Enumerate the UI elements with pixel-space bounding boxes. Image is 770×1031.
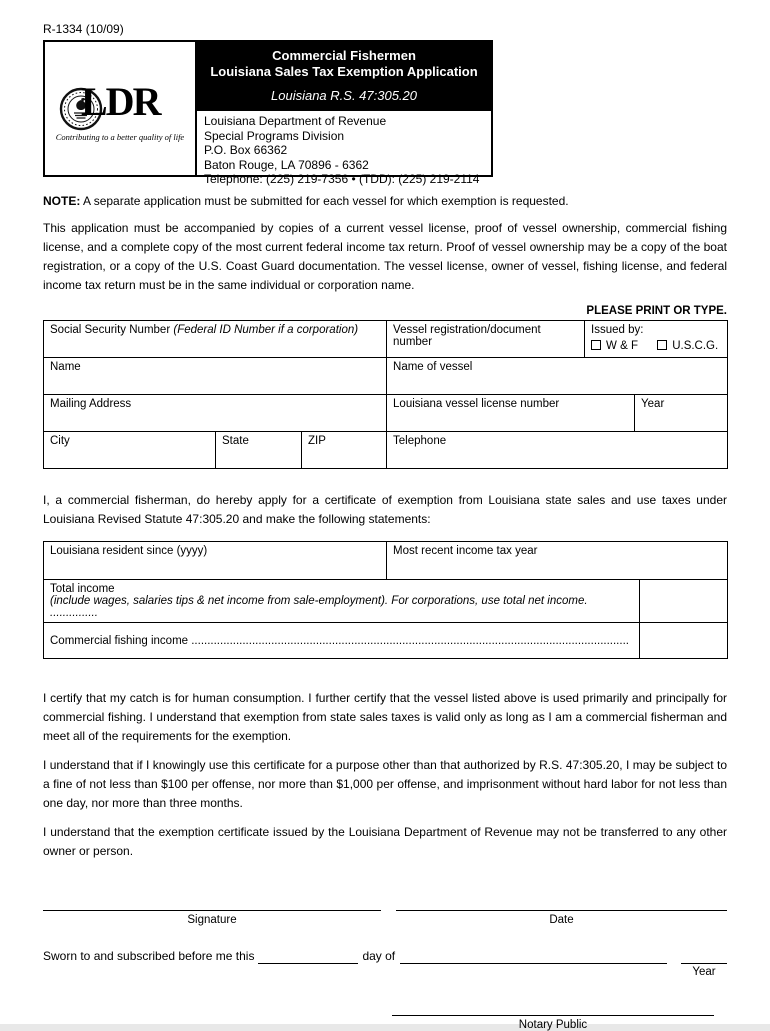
total-income-note: (include wages, salaries tips & net income from sale-employment). For corporations, use total net income. ............... xyxy=(50,595,588,619)
name-field[interactable] xyxy=(44,358,387,395)
agency-address xyxy=(197,111,491,190)
ldr-logo xyxy=(45,42,195,175)
vessel-registration-label: Vessel registration/document number xyxy=(393,324,541,348)
state-label: State xyxy=(222,435,249,447)
vessel-name-label: Name of vessel xyxy=(393,361,473,373)
form-title-line1: Commercial Fishermen xyxy=(272,48,416,63)
vessel-registration-field[interactable] xyxy=(387,321,585,358)
total-income-labels xyxy=(44,580,640,623)
mailing-address-label: Mailing Address xyxy=(50,398,132,410)
telephone-label: Telephone xyxy=(393,435,447,447)
sworn-day-line[interactable] xyxy=(258,950,358,964)
ssn-label-paren: (Federal ID Number if a corporation) xyxy=(173,324,359,336)
ldr-acronym: LDR xyxy=(81,79,160,124)
applicant-vessel-table xyxy=(43,320,728,469)
fishing-income-amount-field[interactable] xyxy=(640,623,728,659)
certification-paragraph-2: I understand that if I knowingly use this certificate for a purpose other than that authorized by R.S. 47:305.20, I may be subject to a fine of not less than $100 per offense, nor more than $1,000 per offense, and imprisonment without hard labor for not less than one day, nor more than three months. xyxy=(43,758,727,810)
address-line: Special Programs Division xyxy=(204,128,345,143)
sworn-year-line[interactable] xyxy=(681,950,727,964)
total-income-label: Total income xyxy=(50,583,115,595)
ssn-label: Social Security Number xyxy=(50,324,174,336)
vessel-name-field[interactable] xyxy=(387,358,728,395)
date-line[interactable] xyxy=(396,897,727,911)
form-header-box xyxy=(43,40,493,186)
date-label: Date xyxy=(549,914,574,926)
sworn-text: Sworn to and subscribed before me this xyxy=(43,949,255,963)
wf-checkbox-icon[interactable] xyxy=(591,340,601,350)
fishing-income-labels xyxy=(44,623,640,659)
license-number-label: Louisiana vessel license number xyxy=(393,398,560,410)
recent-tax-year-field[interactable] xyxy=(387,542,728,580)
uscg-checkbox-icon[interactable] xyxy=(657,340,667,350)
certification-paragraph-3: I understand that the exemption certificate issued by the Louisiana Department of Revenue may not be transferred to any other owner or person. xyxy=(43,825,727,858)
note-paragraph xyxy=(43,194,727,208)
issued-by-label: Issued by: xyxy=(591,324,644,336)
address-line: Telephone: (225) 219-7356 • (TDD): (225) 219-2114 xyxy=(204,172,480,186)
header-right xyxy=(195,42,491,186)
mailing-address-field[interactable] xyxy=(44,395,387,432)
resident-since-field[interactable] xyxy=(44,542,387,580)
form-number: R-1334 (10/09) xyxy=(43,22,124,36)
ssn-field[interactable] xyxy=(44,321,387,358)
zip-label: ZIP xyxy=(308,435,326,447)
income-table xyxy=(43,541,728,659)
state-field[interactable] xyxy=(216,432,302,469)
address-line: Louisiana Department of Revenue xyxy=(204,114,387,128)
form-title-line2: Louisiana Sales Tax Exemption Application xyxy=(210,64,478,79)
name-label: Name xyxy=(50,361,81,373)
sworn-statement-row xyxy=(43,948,727,964)
license-year-label: Year xyxy=(641,398,665,410)
signature-date-row xyxy=(43,897,727,926)
sworn-month-line[interactable] xyxy=(400,950,667,964)
title-banner xyxy=(197,42,491,111)
resident-since-label: Louisiana resident since (yyyy) xyxy=(50,545,208,557)
year-label: Year xyxy=(692,966,716,978)
ldr-tagline: Contributing to a better quality of life xyxy=(55,132,185,142)
notary-block xyxy=(392,1002,714,1031)
address-line: P.O. Box 66362 xyxy=(204,143,288,157)
application-statement: I, a commercial fisherman, do hereby apply for a certificate of exemption from Louisiana state sales and use taxes under Louisiana Revised Statute 47:305.20 and make the following statements: xyxy=(43,493,727,526)
form-statute: Louisiana R.S. 47:305.20 xyxy=(271,88,417,103)
certification-paragraph-1: I certify that my catch is for human consumption. I further certify that the vessel listed above is used primarily and principally for commercial fishing. I understand that exemption from state sales taxes is valid only as long as I am a commercial fisherman and meet all of the requirements for the exemption. xyxy=(43,691,727,743)
print-or-type-label: PLEASE PRINT OR TYPE. xyxy=(586,305,727,317)
city-label: City xyxy=(50,435,70,447)
day-of-text: day of xyxy=(362,949,396,963)
signature-line[interactable] xyxy=(43,897,381,911)
notary-label: Notary Public xyxy=(518,1019,588,1031)
note-text: A separate application must be submitted for each vessel for which exemption is requested. xyxy=(80,194,569,208)
issued-by-field xyxy=(585,321,728,358)
total-income-amount-field[interactable] xyxy=(640,580,728,623)
issued-by-uscg-option[interactable] xyxy=(657,340,718,352)
zip-field[interactable] xyxy=(302,432,387,469)
fishing-income-label: Commercial fishing income ......................................................................................................................................... xyxy=(50,634,629,647)
city-field[interactable] xyxy=(44,432,216,469)
wf-checkbox-label: W & F xyxy=(606,340,638,352)
license-number-field[interactable] xyxy=(387,395,635,432)
note-label: NOTE: xyxy=(43,194,81,208)
recent-tax-year-label: Most recent income tax year xyxy=(393,545,538,557)
signature-label: Signature xyxy=(187,914,237,926)
notary-line[interactable] xyxy=(392,1002,714,1016)
intro-paragraph: This application must be accompanied by copies of a current vessel license, proof of vessel ownership, commercial fishing license, and a complete copy of the most current federal income tax return. Proof of vessel ownership may be a copy of the boat registration, or a copy of the U.S. Coast Guard documentation. The vessel license, owner of vessel, fishing license, and federal income tax return must be in the same individual or corporation name. xyxy=(43,221,727,292)
address-line: Baton Rouge, LA 70896 - 6362 xyxy=(204,157,369,172)
issued-by-wf-option[interactable] xyxy=(591,340,638,352)
uscg-checkbox-label: U.S.C.G. xyxy=(672,340,719,352)
license-year-field[interactable] xyxy=(635,395,728,432)
telephone-field[interactable] xyxy=(387,432,728,469)
